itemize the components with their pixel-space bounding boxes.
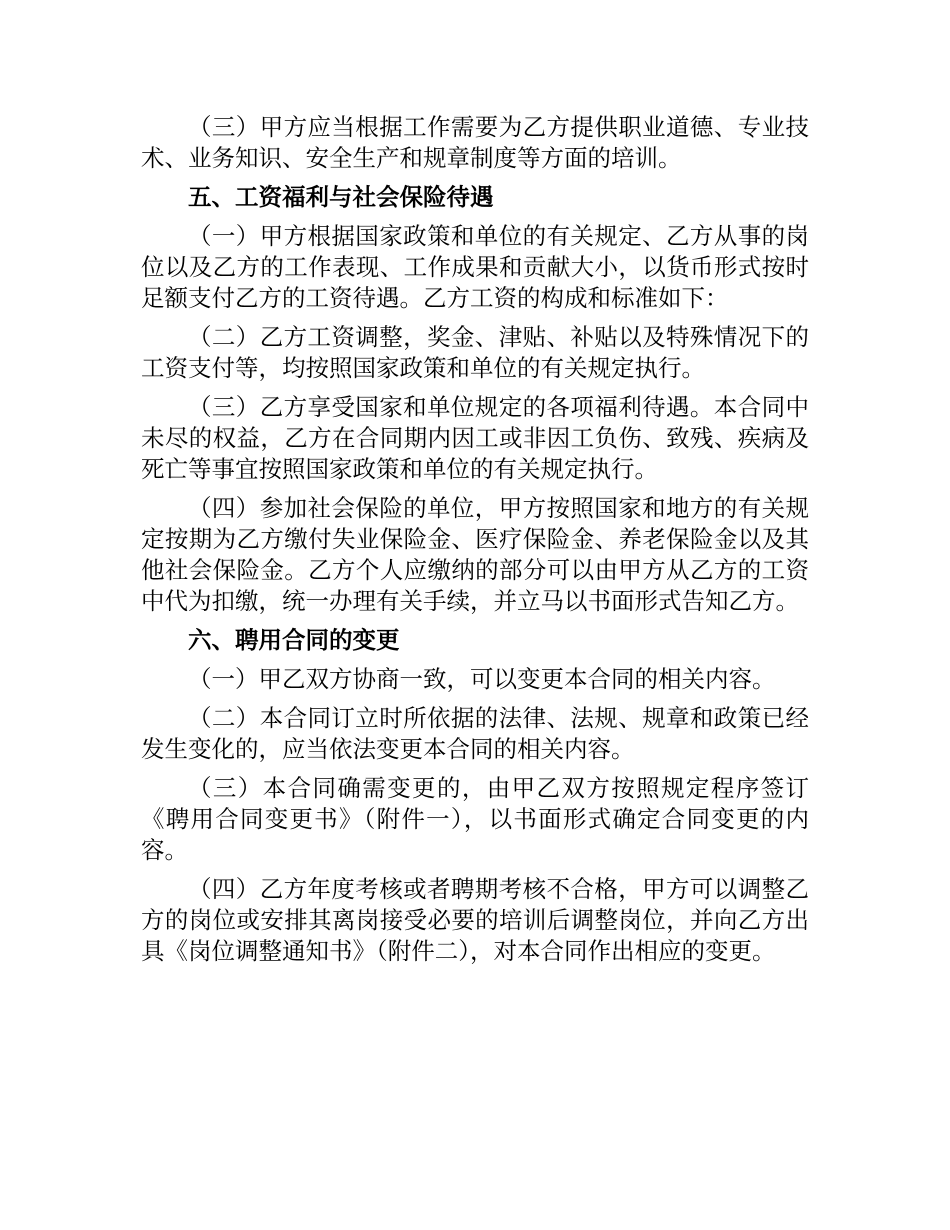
document-page (141, 112, 809, 975)
paragraph-change-procedure: （三）本合同确需变更的，由甲乙双方按照规定程序签订《聘用合同变更书》（附件一），以书面形式确定合同变更的内容。 (141, 774, 809, 864)
paragraph-social-insurance: （四）参加社会保险的单位，甲方按照国家和地方的有关规定按期为乙方缴付失业保险金、医疗保险金、养老保险金以及其他社会保险金。乙方个人应缴纳的部分可以由甲方从乙方的工资中代为扣缴，统一办理有关手续，并立马以书面形式告知乙方。 (141, 494, 809, 615)
paragraph-mutual-change: （一）甲乙双方协商一致，可以变更本合同的相关内容。 (188, 665, 776, 693)
paragraph-training: （三）甲方应当根据工作需要为乙方提供职业道德、专业技术、业务知识、安全生产和规章制度等方面的培训。 (141, 113, 809, 172)
paragraph-welfare: （三）乙方享受国家和单位规定的各项福利待遇。本合同中未尽的权益，乙方在合同期内因工或非因工负伤、致残、疾病及死亡等事宜按照国家政策和单位的有关规定执行。 (141, 393, 809, 483)
paragraph-legal-change: （二）本合同订立时所依据的法律、法规、规章和政策已经发生变化的，应当依法变更本合同的相关内容。 (141, 704, 809, 763)
paragraph-salary-payment: （一）甲方根据国家政策和单位的有关规定、乙方从事的岗位以及乙方的工作表现、工作成果和贡献大小，以货币形式按时足额支付乙方的工资待遇。乙方工资的构成和标准如下： (141, 222, 809, 312)
paragraph-post-adjustment: （四）乙方年度考核或者聘期考核不合格，甲方可以调整乙方的岗位或安排其离岗接受必要的培训后调整岗位，并向乙方出具《岗位调整通知书》（附件二），对本合同作出相应的变更。 (141, 875, 809, 965)
section-heading-salary: 五、工资福利与社会保险待遇 (188, 183, 494, 211)
paragraph-salary-adjustment: （二）乙方工资调整，奖金、津贴、补贴以及特殊情况下的工资支付等，均按照国家政策和单位的有关规定执行。 (141, 323, 809, 382)
section-heading-contract-change: 六、聘用合同的变更 (188, 626, 400, 654)
